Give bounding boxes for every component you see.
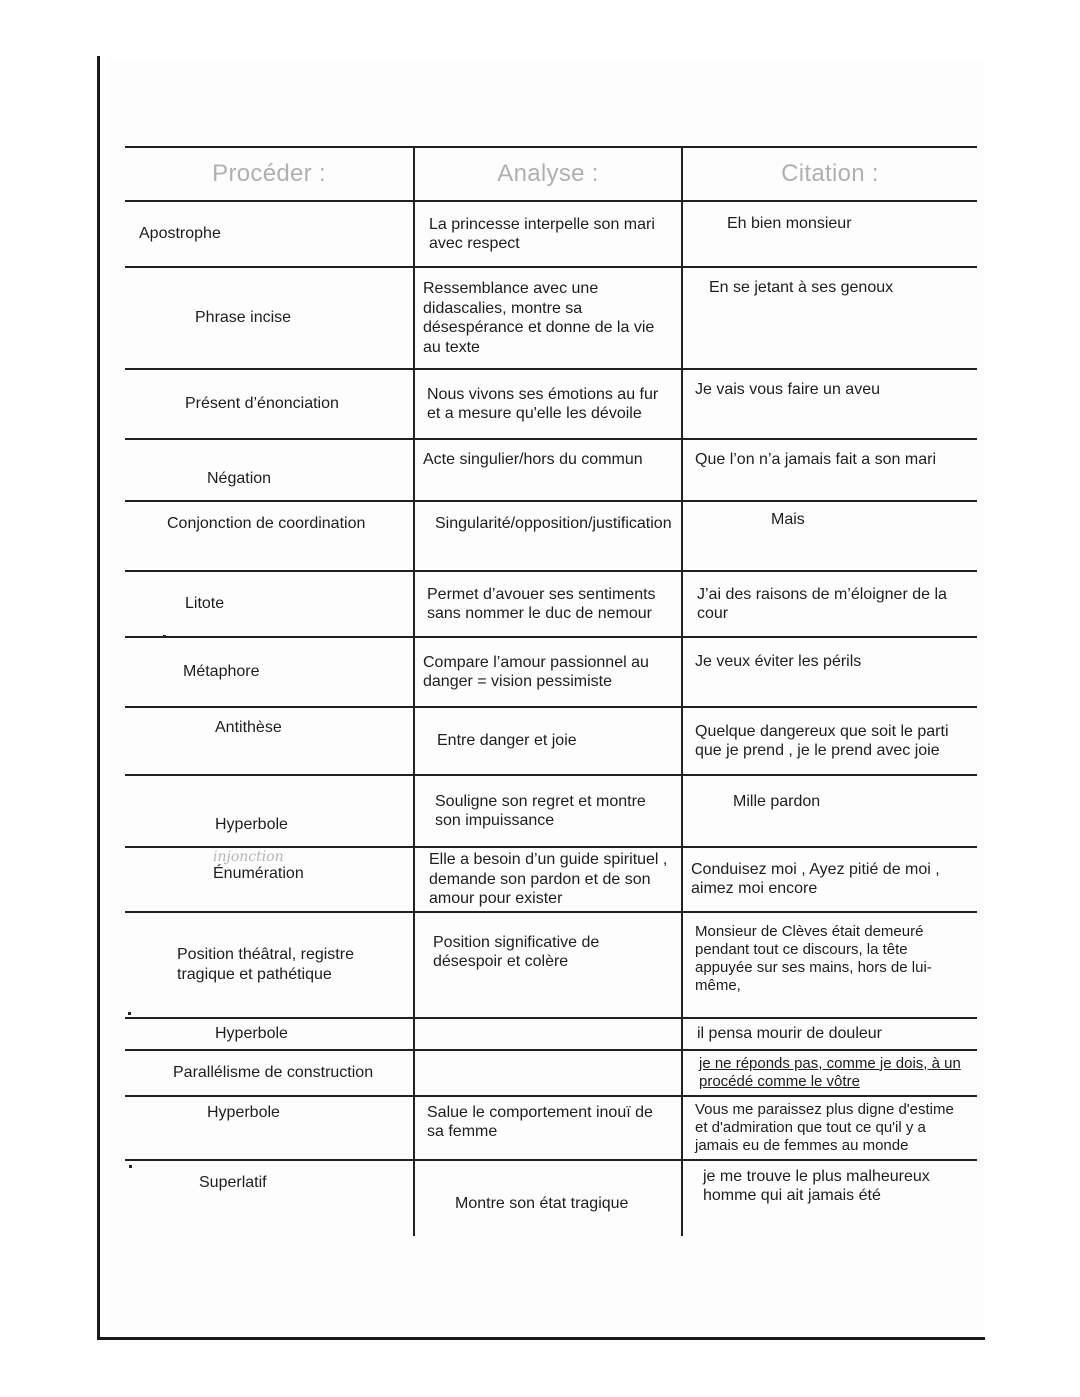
procede-cell: Position théâtral, registre tragique et pathétique xyxy=(125,912,414,1018)
analyse-cell: Entre danger et joie xyxy=(414,707,682,775)
header-citation: Citation : xyxy=(682,147,977,201)
citation-cell: Je vais vous faire un aveu xyxy=(682,369,977,439)
table-row xyxy=(125,369,977,439)
table-row xyxy=(125,1050,977,1096)
table-row xyxy=(125,1018,977,1050)
citation-cell: Quelque dangereux que soit le parti que je prend , je le prend avec joie xyxy=(682,707,977,775)
analyse-cell: Souligne son regret et montre son impuissance xyxy=(414,775,682,847)
table-row xyxy=(125,571,977,637)
citation-cell: Que l’on n’a jamais fait a son mari xyxy=(682,439,977,501)
citation-cell: Mais xyxy=(682,501,977,571)
table-row xyxy=(125,439,977,501)
table-row xyxy=(125,912,977,1018)
citation-cell: Monsieur de Clèves était demeuré pendant tout ce discours, la tête appuyée sur ses mains, hors de lui-même, xyxy=(682,912,977,1018)
scan-border-bottom xyxy=(97,1337,985,1340)
procede-cell: Antithèse xyxy=(125,707,414,775)
analyse-cell xyxy=(414,1050,682,1096)
procede-cell xyxy=(125,847,414,912)
analyse-cell: Nous vivons ses émotions au fur et a mesure qu'elle les dévoile xyxy=(414,369,682,439)
analyse-cell: Singularité/opposition/justification xyxy=(414,501,682,571)
analyse-cell: Ressemblance avec une didascalies, montre sa désespérance et donne de la vie au texte xyxy=(414,267,682,369)
table-row xyxy=(125,847,977,912)
analyse-cell: Elle a besoin d’un guide spirituel , demande son pardon et de son amour pour exister xyxy=(414,847,682,912)
procede-cell: Hyperbole xyxy=(125,1018,414,1050)
analyse-cell: La princesse interpelle son mari avec respect xyxy=(414,201,682,267)
scan-border-left xyxy=(97,56,100,1340)
table-row xyxy=(125,501,977,571)
procede-cell: Superlatif xyxy=(125,1160,414,1236)
citation-cell: Je veux éviter les périls xyxy=(682,637,977,707)
analyse-cell: Permet d’avouer ses sentiments sans nommer le duc de nemour xyxy=(414,571,682,637)
handwritten-note: injonction xyxy=(213,849,284,865)
citation-cell: En se jetant à ses genoux xyxy=(682,267,977,369)
procede-cell: Phrase incise xyxy=(125,267,414,369)
citation-cell: Conduisez moi , Ayez pitié de moi , aimez moi encore xyxy=(682,847,977,912)
analyse-cell: Compare l’amour passionnel au danger = vision pessimiste xyxy=(414,637,682,707)
analysis-table xyxy=(125,146,977,1236)
procede-cell: Négation xyxy=(125,439,414,501)
citation-cell: il pensa mourir de douleur xyxy=(682,1018,977,1050)
citation-cell: Eh bien monsieur xyxy=(682,201,977,267)
analyse-cell: Salue le comportement inouï de sa femme xyxy=(414,1096,682,1160)
citation-cell: je ne réponds pas, comme je dois, à un procédé comme le vôtre xyxy=(682,1050,977,1096)
analyse-cell xyxy=(414,1018,682,1050)
table-row xyxy=(125,201,977,267)
header-row xyxy=(125,147,977,201)
analyse-cell: Acte singulier/hors du commun xyxy=(414,439,682,501)
procede-label: Énumération xyxy=(213,865,304,882)
table-row xyxy=(125,1096,977,1160)
header-analyse: Analyse : xyxy=(414,147,682,201)
table-row xyxy=(125,707,977,775)
table-row xyxy=(125,1160,977,1236)
procede-cell: Métaphore xyxy=(125,637,414,707)
citation-cell: J’ai des raisons de m’éloigner de la cour xyxy=(682,571,977,637)
citation-cell: Mille pardon xyxy=(682,775,977,847)
analyse-cell: Position significative de désespoir et colère xyxy=(414,912,682,1018)
citation-cell: je me trouve le plus malheureux homme qui ait jamais été xyxy=(682,1160,977,1236)
procede-cell: Hyperbole xyxy=(125,775,414,847)
procede-cell: Conjonction de coordination xyxy=(125,501,414,571)
analyse-cell: Montre son état tragique xyxy=(414,1160,682,1236)
citation-cell: Vous me paraissez plus digne d'estime et d'admiration que tout ce qu'il y a jamais eu de femmes au monde xyxy=(682,1096,977,1160)
procede-cell: Litote xyxy=(125,571,414,637)
procede-cell: Apostrophe xyxy=(125,201,414,267)
table-row xyxy=(125,775,977,847)
procede-cell: Hyperbole xyxy=(125,1096,414,1160)
table-row xyxy=(125,637,977,707)
procede-cell: Parallélisme de construction xyxy=(125,1050,414,1096)
procede-cell: Présent d’énonciation xyxy=(125,369,414,439)
table-row xyxy=(125,267,977,369)
header-procede: Procéder : xyxy=(125,147,414,201)
